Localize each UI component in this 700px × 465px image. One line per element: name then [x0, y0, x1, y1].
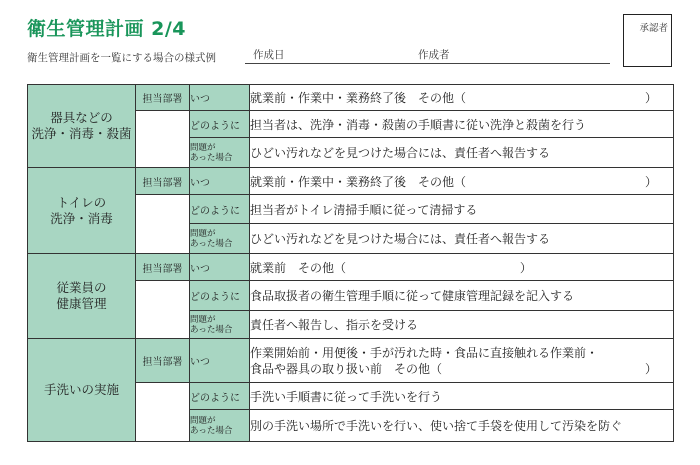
when-content[interactable] — [250, 339, 674, 383]
when-label: いつ — [190, 254, 250, 281]
creator-label: 作成者 — [418, 49, 450, 61]
when-label: いつ — [190, 339, 250, 383]
close-paren: ） — [644, 174, 657, 189]
problem-label: 問題が あった場合 — [190, 410, 250, 442]
dept-input-cell[interactable] — [136, 195, 190, 254]
dept-input-cell[interactable] — [136, 383, 190, 442]
how-label: どのように — [190, 111, 250, 138]
category-cell — [28, 339, 136, 442]
problem-label: 問題が あった場合 — [190, 224, 250, 254]
when-text-line2: 食品や器具の取り扱い前 その他（ — [250, 361, 443, 376]
form-subtitle: 衛生管理計画を一覧にする場合の様式例 — [27, 52, 216, 64]
table-row — [28, 254, 674, 281]
problem-content[interactable]: 責任者へ報告し、指示を受ける — [250, 311, 674, 339]
when-text: 就業前・作業中・業務終了後 その他（ — [250, 174, 467, 189]
approver-box[interactable] — [623, 14, 672, 67]
problem-content[interactable]: ひどい汚れなどを見つけた場合には、責任者へ報告する — [250, 138, 674, 168]
how-label: どのように — [190, 383, 250, 410]
when-content[interactable] — [250, 85, 674, 111]
category-label: トイレの 洗浄・消毒 — [50, 194, 113, 226]
hygiene-plan-table — [27, 84, 674, 442]
table-row — [28, 85, 674, 111]
how-label: どのように — [190, 281, 250, 311]
header-underline — [245, 63, 610, 64]
created-date-label: 作成日 — [253, 49, 285, 61]
category-label: 従業員の 健康管理 — [56, 280, 107, 311]
dept-label: 担当部署 — [136, 85, 190, 111]
dept-label: 担当部署 — [136, 168, 190, 195]
when-text: 就業前・作業中・業務終了後 その他（ — [250, 91, 467, 105]
close-paren: ） — [644, 91, 657, 105]
how-content[interactable]: 担当者がトイレ清掃手順に従って清掃する — [250, 195, 674, 224]
category-cell — [28, 254, 136, 339]
dept-label: 担当部署 — [136, 339, 190, 383]
table-row — [28, 339, 674, 383]
category-cell — [28, 85, 136, 168]
category-label: 手洗いの実施 — [43, 382, 119, 397]
problem-label: 問題が あった場合 — [190, 138, 250, 168]
when-text-line1: 作業開始前・用便後・手が汚れた時・食品に直接触れる作業前・ — [250, 345, 599, 360]
table-row — [28, 168, 674, 195]
when-content[interactable] — [250, 254, 674, 281]
dept-input-cell[interactable] — [136, 111, 190, 168]
approver-label: 承認者 — [639, 23, 668, 34]
category-label: 器具などの 洗浄・消毒・殺菌 — [31, 110, 132, 141]
how-label: どのように — [190, 195, 250, 224]
problem-content[interactable]: 別の手洗い場所で手洗いを行い、使い捨て手袋を使用して汚染を防ぐ — [250, 410, 674, 442]
close-paren: ） — [519, 260, 532, 275]
close-paren: ） — [644, 361, 657, 376]
when-label: いつ — [190, 85, 250, 111]
when-content[interactable] — [250, 168, 674, 195]
category-cell — [28, 168, 136, 254]
how-content[interactable]: 食品取扱者の衛生管理手順に従って健康管理記録を記入する — [250, 281, 674, 311]
problem-label: 問題が あった場合 — [190, 311, 250, 339]
dept-label: 担当部署 — [136, 254, 190, 281]
dept-input-cell[interactable] — [136, 281, 190, 339]
how-content[interactable]: 手洗い手順書に従って手洗いを行う — [250, 383, 674, 410]
problem-content[interactable]: ひどい汚れなどを見つけた場合には、責任者へ報告する — [250, 224, 674, 254]
page-title: 衛生管理計画 2/4 — [27, 18, 186, 40]
when-label: いつ — [190, 168, 250, 195]
when-text: 就業前 その他（ — [250, 260, 347, 275]
how-content[interactable]: 担当者は、洗浄・消毒・殺菌の手順書に従い洗浄と殺菌を行う — [250, 111, 674, 138]
